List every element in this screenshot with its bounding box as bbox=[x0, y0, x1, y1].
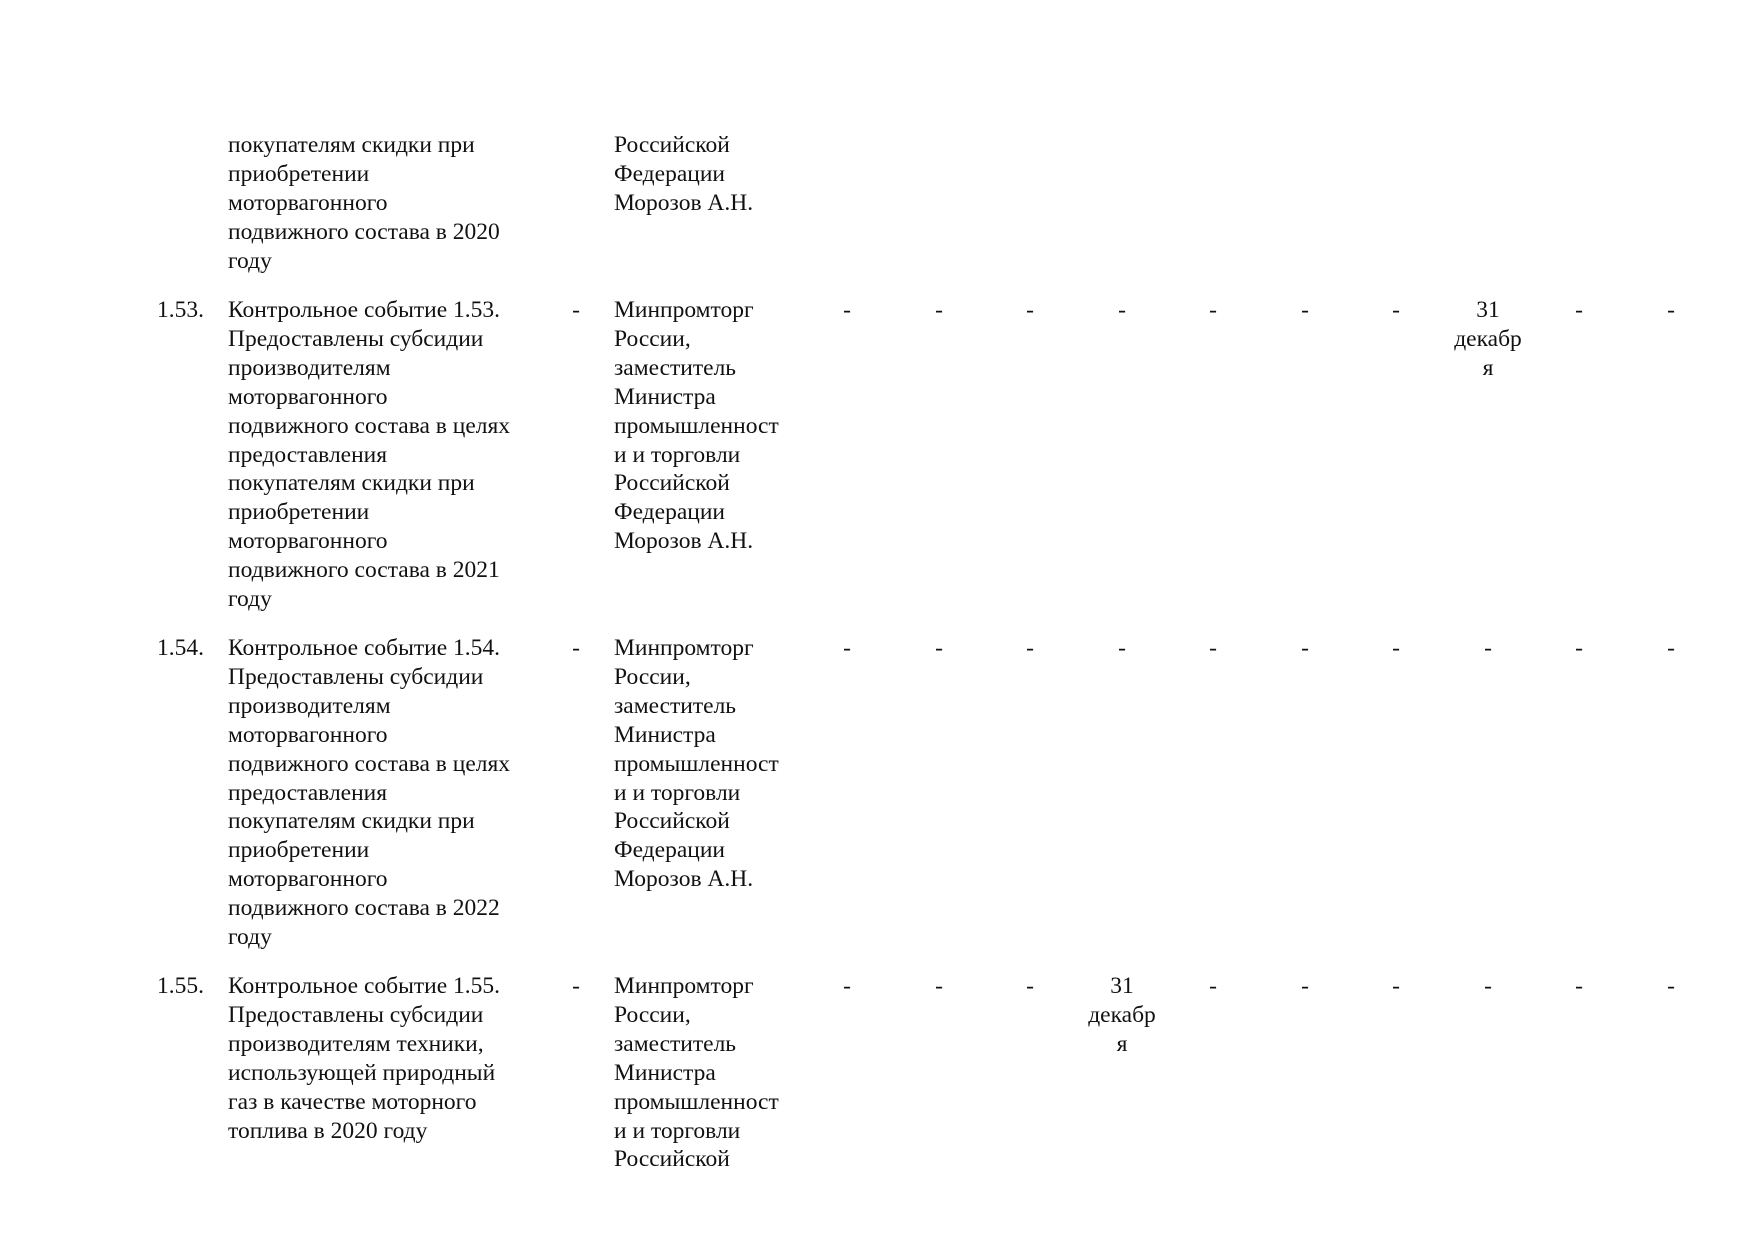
row-responsible: Минпромторг России, заместитель Министра промышленност и и торговли Российской Федерации Морозов А.Н. bbox=[614, 635, 779, 893]
row-mark-5: - bbox=[1209, 973, 1217, 999]
row-mark-3: - bbox=[1026, 635, 1034, 661]
row-col-dash: - bbox=[572, 973, 580, 999]
row-mark-6: - bbox=[1301, 635, 1309, 661]
row-mark-7: - bbox=[1392, 297, 1400, 323]
row-mark-7: - bbox=[1392, 973, 1400, 999]
row-mark-1: - bbox=[843, 297, 851, 323]
row-mark-2: - bbox=[935, 635, 943, 661]
row-mark-4: - bbox=[1118, 297, 1126, 323]
row-mark-8: - bbox=[1484, 635, 1492, 661]
row-mark-4: - bbox=[1118, 635, 1126, 661]
row-mark-9: - bbox=[1575, 297, 1583, 323]
row-mark-7: - bbox=[1392, 635, 1400, 661]
row-col-dash: - bbox=[572, 635, 580, 661]
row-mark-10: - bbox=[1667, 297, 1675, 323]
row-mark-6: - bbox=[1301, 297, 1309, 323]
row-mark-6: - bbox=[1301, 973, 1309, 999]
row-description: Контрольное событие 1.55. Предоставлены субсидии производителям техники, использующей природный газ в качестве моторного топлива в 2020 году bbox=[228, 973, 501, 1144]
row-col-dash: - bbox=[572, 297, 580, 323]
row-mark-2: - bbox=[935, 973, 943, 999]
row-mark-8: - bbox=[1484, 973, 1492, 999]
row-mark-5: - bbox=[1209, 297, 1217, 323]
row-number: 1.54. bbox=[157, 635, 204, 661]
row-mark-1: - bbox=[843, 973, 851, 999]
row-mark-9: - bbox=[1575, 635, 1583, 661]
row-description: покупателям скидки при приобретении моторвагонного подвижного состава в 2020 году bbox=[228, 132, 500, 274]
row-responsible: Минпромторг России, заместитель Министра промышленност и и торговли Российской Федерации Морозов А.Н. bbox=[614, 297, 779, 555]
row-number: 1.53. bbox=[157, 297, 204, 323]
row-mark-5: - bbox=[1209, 635, 1217, 661]
row-responsible: Минпромторг России, заместитель Министра промышленност и и торговли Российской bbox=[614, 973, 779, 1173]
row-mark-8: 31 декабр я bbox=[1454, 297, 1522, 381]
row-number: 1.55. bbox=[157, 973, 204, 999]
row-mark-4: 31 декабр я bbox=[1088, 973, 1156, 1057]
row-mark-9: - bbox=[1575, 973, 1583, 999]
row-description: Контрольное событие 1.54. Предоставлены субсидии производителям моторвагонного подвижного состава в целях предоставления покупателям скидки при приобретении моторвагонного подвижного состава в 2022 году bbox=[228, 635, 511, 951]
row-mark-10: - bbox=[1667, 635, 1675, 661]
row-mark-3: - bbox=[1026, 973, 1034, 999]
row-responsible: Российской Федерации Морозов А.Н. bbox=[614, 132, 754, 216]
row-mark-2: - bbox=[935, 297, 943, 323]
row-mark-1: - bbox=[843, 635, 851, 661]
row-mark-3: - bbox=[1026, 297, 1034, 323]
row-mark-10: - bbox=[1667, 973, 1675, 999]
row-description: Контрольное событие 1.53. Предоставлены субсидии производителям моторвагонного подвижного состава в целях предоставления покупателям скидки при приобретении моторвагонного подвижного состава в 2021 году bbox=[228, 297, 511, 613]
